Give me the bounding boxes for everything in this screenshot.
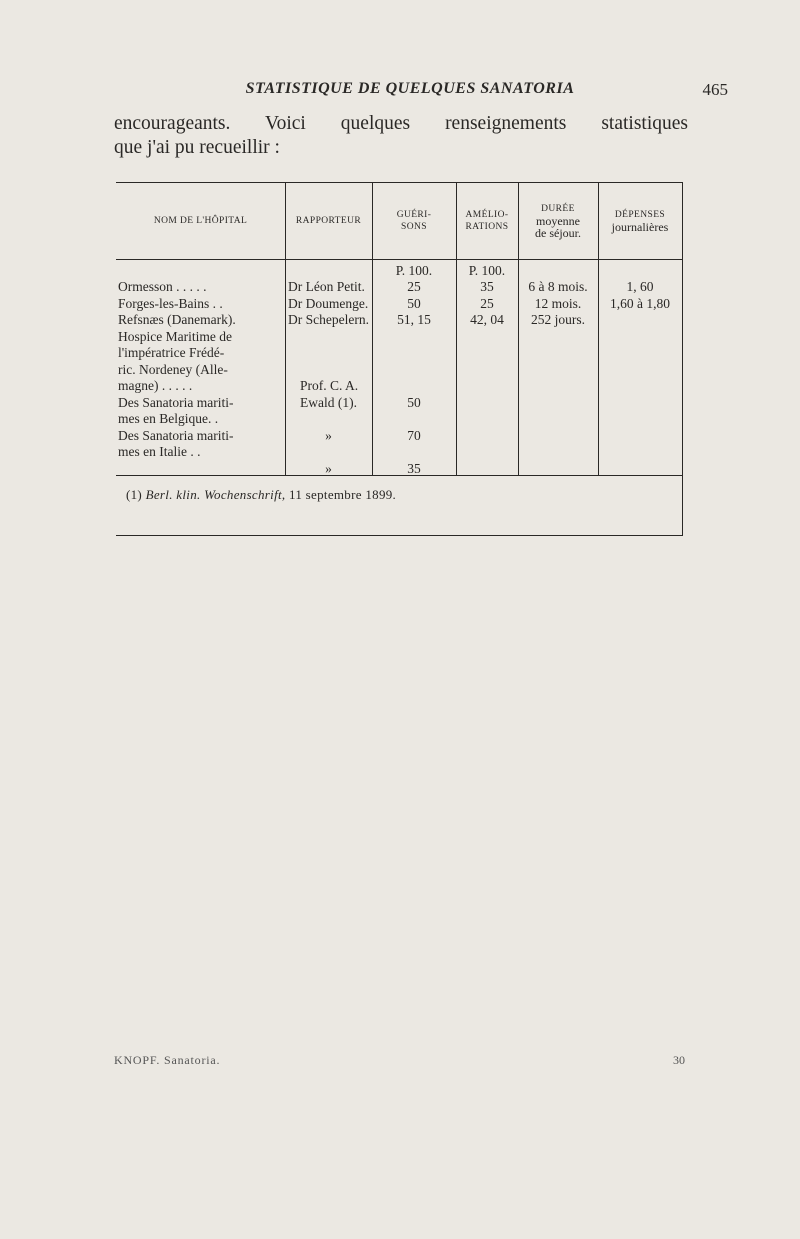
hospital-line: ric. Nordeney (Alle- [118,361,228,377]
header-guerisons [372,183,456,259]
depenses-cell: 1,60 à 1,80 [610,295,670,311]
rapporteur-cell: » [325,460,332,476]
header-duree [518,183,598,259]
hospital-column [118,279,284,461]
intro-line-2: que j'ai pu recueillir : [114,137,280,158]
hospital-line: mes en Italie . . [118,444,201,459]
running-header [0,80,800,104]
intro-paragraph [114,112,688,160]
intro-line-1: encourageants. Voici quelques renseignements statistiques [114,113,688,134]
header-guerisons-line2: SONS [401,222,427,232]
duree-cell: 12 mois. [534,295,582,311]
printer-signature: KNOPF. Sanatoria. [114,1053,221,1067]
footnote-journal: Berl. klin. Wochenschrift, [145,487,286,502]
duree-cell: 6 à 8 mois. [528,279,588,294]
statistics-table [116,182,683,536]
header-rapporteur [285,183,372,259]
guerisons-cell: 50 [407,295,421,311]
rapporteur-cell: Dr Schepelern. [288,312,369,327]
header-depenses [598,183,682,259]
footnote-date: 11 septembre 1899. [289,487,397,502]
unit-ameliorations: P. 100. [468,263,506,278]
ameliorations-cell: 35 [480,279,494,294]
header-depenses-line1: DÉPENSES [614,210,666,220]
guerisons-cell: 51, 15 [397,312,431,327]
sheet-number: 30 [673,1053,685,1067]
guerisons-cell: 25 [407,279,421,294]
hospital-line: mes en Belgique. . [118,411,219,426]
header-rule [116,259,682,260]
header-duree-line3: de séjour. [535,226,581,240]
header-duree-line1: DURÉE [541,204,575,214]
table-footnote [126,487,396,503]
duree-cell: 252 jours. [531,312,585,327]
depenses-cell: 1, 60 [626,279,654,294]
hospital-line: Refsnæs (Danemark). [118,312,236,327]
rapporteur-cell: Dr Doumenge. [288,295,369,311]
hospital-line: Des Sanatoria mariti- [118,427,234,443]
header-depenses-line2: journalières [611,220,669,234]
rapporteur-cell: » [325,427,332,443]
footnote-number: (1) [126,487,143,502]
ameliorations-cell: 25 [480,295,494,311]
header-hopital-label: NOM DE L'HÔPITAL [153,216,248,226]
rapporteur-cell: Ewald (1). [300,394,357,410]
header-duree-line2: moyenne [536,214,580,228]
hospital-line: magne) . . . . . [118,378,193,393]
ameliorations-cell: 42, 04 [470,312,504,327]
page-number: 465 [702,80,728,99]
hospital-line: Ormesson . . . . . [118,279,207,294]
header-guerisons-line1: GUÉRI- [396,210,432,220]
unit-guerisons: P. 100. [395,263,433,278]
header-ameliorations-line2: RATIONS [465,222,509,232]
header-rapporteur-label: RAPPORTEUR [295,216,362,226]
guerisons-cell: 70 [407,427,421,443]
header-ameliorations-line1: AMÉLIO- [465,210,509,220]
rapporteur-cell: Dr Léon Petit. [288,279,365,294]
hospital-line: Forges-les-Bains . . [118,295,223,311]
hospital-line: l'impératrice Frédé- [118,345,225,360]
running-title: STATISTIQUE DE QUELQUES SANATORIA [245,80,575,97]
hospital-line: Des Sanatoria mariti- [118,394,234,410]
header-hopital [116,183,285,259]
rapporteur-cell: Prof. C. A. [300,378,359,393]
header-ameliorations [456,183,518,259]
hospital-line: Hospice Maritime de [118,328,232,344]
guerisons-cell: 50 [407,394,421,410]
guerisons-cell: 35 [407,460,421,476]
